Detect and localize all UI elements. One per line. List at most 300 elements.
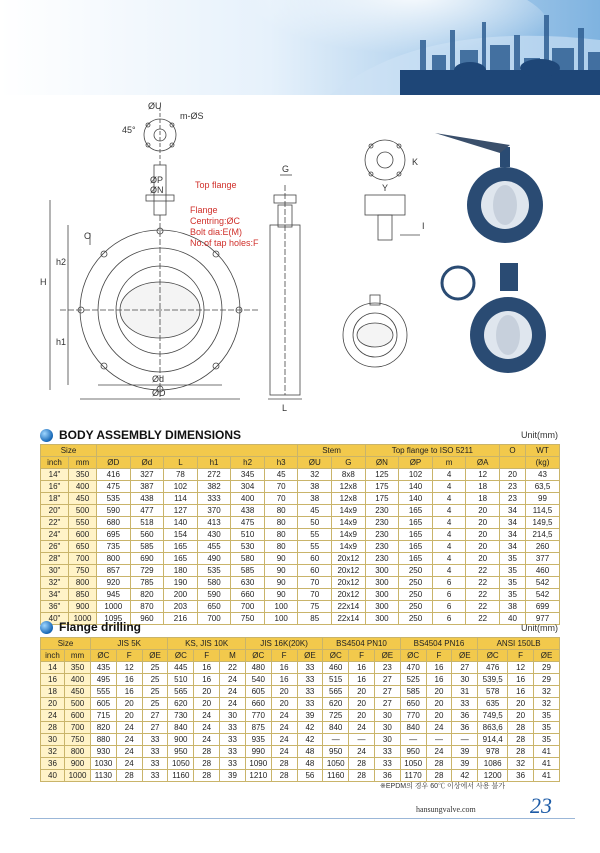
table-cell: 38 (298, 493, 332, 505)
size-cell: 28" (41, 553, 69, 565)
table-cell: 20x12 (332, 577, 366, 589)
table-cell: 914,4 (478, 734, 508, 746)
flange-group-header: BS4504 PN16 (400, 638, 477, 650)
flange-drilling-title-text: Flange drilling (59, 620, 142, 634)
table-cell: — (452, 734, 478, 746)
table-cell: 730 (168, 710, 194, 722)
table-row (41, 722, 560, 734)
table-cell: 34 (500, 505, 526, 517)
table-cell: 28 (426, 758, 452, 770)
table-cell: 16 (349, 674, 375, 686)
body-column-header: h3 (264, 457, 298, 469)
table-cell: 680 (97, 517, 131, 529)
table-cell: 1130 (91, 770, 117, 782)
table-cell: 33 (142, 746, 168, 758)
table-cell: 16 (271, 674, 297, 686)
table-cell: 33 (374, 746, 400, 758)
table-cell: 230 (365, 541, 399, 553)
table-cell: — (426, 734, 452, 746)
size-cell: 850 (69, 589, 97, 601)
table-cell: 475 (97, 481, 131, 493)
body-column-header: ØN (365, 457, 399, 469)
table-cell: 250 (399, 565, 433, 577)
table-row (41, 770, 560, 782)
table-cell: 24 (271, 734, 297, 746)
table-cell: 585 (400, 686, 426, 698)
table-cell: 542 (526, 577, 560, 589)
table-cell: 190 (164, 577, 198, 589)
table-cell: 40 (500, 613, 526, 625)
table-cell: 23 (500, 493, 526, 505)
table-cell: 540 (245, 674, 271, 686)
table-cell: 22 (466, 589, 500, 601)
table-cell: 70 (298, 589, 332, 601)
table-cell: 38 (500, 601, 526, 613)
section-bullet-icon (40, 429, 53, 442)
table-cell: 749,5 (478, 710, 508, 722)
table-cell: 28 (508, 734, 534, 746)
table-cell: 24 (220, 674, 246, 686)
table-cell: 24 (116, 758, 142, 770)
table-cell: 635 (478, 698, 508, 710)
table-cell: 1050 (400, 758, 426, 770)
table-cell: 700 (197, 613, 231, 625)
dim-ms-label: m-ØS (180, 111, 204, 121)
table-cell: 20 (466, 505, 500, 517)
flange-header-row-2 (41, 650, 560, 662)
table-cell: 22x14 (332, 601, 366, 613)
table-cell: 32 (508, 758, 534, 770)
size-cell: 600 (69, 529, 97, 541)
table-cell: 20 (349, 698, 375, 710)
table-cell: 480 (245, 662, 271, 674)
table-cell: 48 (297, 746, 323, 758)
table-cell: 20 (349, 686, 375, 698)
dim-y-label: Y (382, 183, 389, 193)
table-cell: 23 (500, 481, 526, 493)
table-cell: 300 (365, 565, 399, 577)
dim-h1-label: h1 (56, 337, 67, 347)
table-cell: 555 (91, 686, 117, 698)
table-cell: 42 (297, 722, 323, 734)
flange-column-header: F (349, 650, 375, 662)
table-cell: 22 (466, 613, 500, 625)
size-cell: 40" (41, 613, 69, 625)
size-cell: 36" (41, 601, 69, 613)
table-cell: 75 (298, 601, 332, 613)
table-cell: 35 (500, 565, 526, 577)
table-cell: 16 (116, 686, 142, 698)
size-cell: 22" (41, 517, 69, 529)
body-header-o: O (500, 445, 526, 457)
table-cell: 700 (231, 601, 265, 613)
table-cell: 300 (365, 601, 399, 613)
table-cell: 230 (365, 505, 399, 517)
table-cell: 250 (399, 589, 433, 601)
table-cell: 660 (231, 589, 265, 601)
valve-photo-lever (435, 133, 543, 243)
table-cell: 978 (478, 746, 508, 758)
body-column-header: G (332, 457, 366, 469)
table-row (41, 662, 560, 674)
table-cell: 14x9 (332, 529, 366, 541)
table-cell: 250 (399, 613, 433, 625)
table-cell: 39 (220, 770, 246, 782)
table-cell: 20 (271, 698, 297, 710)
table-cell: 20 (426, 698, 452, 710)
flange-column-header: F (271, 650, 297, 662)
table-cell: 42 (297, 734, 323, 746)
table-cell: 34 (500, 541, 526, 553)
size-cell: 24 (41, 710, 65, 722)
table-cell: 70 (298, 577, 332, 589)
table-cell: 565 (323, 686, 349, 698)
table-cell: 33 (142, 770, 168, 782)
table-cell: 1050 (168, 758, 194, 770)
table-cell: 515 (323, 674, 349, 686)
table-cell: 1160 (323, 770, 349, 782)
table-cell: 560 (130, 529, 164, 541)
table-cell: 875 (245, 722, 271, 734)
table-cell: 48 (297, 758, 323, 770)
table-cell: 200 (164, 589, 198, 601)
table-cell: 24 (194, 722, 220, 734)
size-cell: 450 (65, 686, 91, 698)
flange-column-header: F (194, 650, 220, 662)
table-cell: 36 (508, 770, 534, 782)
flange-header-row-1 (41, 638, 560, 650)
table-cell: 24 (349, 722, 375, 734)
table-cell: 1095 (97, 613, 131, 625)
table-cell: 28 (349, 758, 375, 770)
table-row (41, 746, 560, 758)
dim-angle-label: 45° (122, 125, 136, 135)
table-cell: 605 (245, 686, 271, 698)
table-cell: 750 (231, 613, 265, 625)
table-cell: 460 (323, 662, 349, 674)
table-cell: 28 (194, 758, 220, 770)
table-row (41, 481, 560, 493)
flange-column-header: mm (65, 650, 91, 662)
table-cell: 840 (400, 722, 426, 734)
table-cell: 495 (91, 674, 117, 686)
table-row (41, 505, 560, 517)
table-cell: 20 (500, 469, 526, 481)
table-cell: 230 (365, 517, 399, 529)
table-cell: 165 (399, 505, 433, 517)
table-cell: 715 (91, 710, 117, 722)
flange-column-header: M (220, 650, 246, 662)
table-cell: 1086 (478, 758, 508, 770)
table-cell: 950 (168, 746, 194, 758)
table-cell: 80 (264, 541, 298, 553)
dim-u-label: ØU (148, 101, 162, 111)
top-flange-label: Top flange (195, 180, 237, 190)
table-cell: 140 (399, 493, 433, 505)
table-cell: 35 (500, 577, 526, 589)
table-cell: 25 (142, 686, 168, 698)
table-cell: 34 (500, 529, 526, 541)
table-cell: 445 (168, 662, 194, 674)
table-cell: 300 (365, 613, 399, 625)
table-row (41, 686, 560, 698)
table-cell: 510 (168, 674, 194, 686)
flange-group-header: JIS 5K (91, 638, 168, 650)
table-cell: 27 (452, 662, 478, 674)
table-row (41, 517, 560, 529)
size-cell: 550 (69, 517, 97, 529)
flange-column-header: ØE (297, 650, 323, 662)
table-cell: 22 (466, 601, 500, 613)
table-cell: 33 (220, 758, 246, 770)
table-cell: 31 (452, 686, 478, 698)
table-cell: 950 (323, 746, 349, 758)
table-cell: 16 (508, 674, 534, 686)
table-cell: 870 (130, 601, 164, 613)
table-cell: 4 (432, 481, 466, 493)
size-cell: 28 (41, 722, 65, 734)
table-cell: 20 (116, 698, 142, 710)
table-cell: 620 (323, 698, 349, 710)
table-cell: 16 (116, 674, 142, 686)
table-cell: 36 (452, 710, 478, 722)
table-cell: 300 (365, 589, 399, 601)
size-cell: 30" (41, 565, 69, 577)
table-cell: 45 (264, 469, 298, 481)
table-cell: 16 (194, 662, 220, 674)
table-cell: 33 (220, 746, 246, 758)
table-cell: 22 (466, 565, 500, 577)
table-cell: 12x8 (332, 481, 366, 493)
table-cell: 585 (231, 565, 265, 577)
size-cell: 350 (65, 662, 91, 674)
body-table-body (41, 469, 560, 625)
table-cell: 33 (297, 698, 323, 710)
table-cell: 250 (399, 577, 433, 589)
table-cell: 27 (374, 686, 400, 698)
table-cell: 35 (534, 734, 560, 746)
flange-column-header: F (508, 650, 534, 662)
body-header-wt: WT (526, 445, 560, 457)
table-cell: 43 (526, 469, 560, 481)
flange-label-line2: Centring:ØC (190, 216, 241, 226)
section-bullet-icon (40, 621, 53, 634)
table-cell: 114 (164, 493, 198, 505)
flange-drilling-table (40, 637, 560, 782)
table-cell: 230 (365, 529, 399, 541)
size-cell: 750 (65, 734, 91, 746)
size-cell: 1000 (69, 613, 97, 625)
table-row (41, 710, 560, 722)
body-column-header: L (164, 457, 198, 469)
table-cell: 33 (297, 662, 323, 674)
table-cell: 25 (142, 698, 168, 710)
table-cell: 63,5 (526, 481, 560, 493)
table-cell: 20 (466, 517, 500, 529)
table-cell: 345 (231, 469, 265, 481)
size-cell: 34" (41, 589, 69, 601)
table-row (41, 758, 560, 770)
table-cell: 27 (374, 698, 400, 710)
table-cell: 20 (194, 686, 220, 698)
table-row (41, 734, 560, 746)
table-cell: 33 (452, 698, 478, 710)
epdm-note: ※EPDM의 경우 60℃ 이상에서 사용 불가 (380, 783, 505, 790)
table-cell: 35 (500, 553, 526, 565)
table-cell: 690 (130, 553, 164, 565)
size-cell: 800 (65, 746, 91, 758)
table-cell: 32 (298, 469, 332, 481)
table-cell: 60 (298, 565, 332, 577)
dim-k-label: K (412, 157, 419, 167)
table-cell: 945 (97, 589, 131, 601)
table-cell: 24 (271, 746, 297, 758)
table-cell: 32 (534, 686, 560, 698)
table-cell: 1170 (400, 770, 426, 782)
table-cell: 840 (323, 722, 349, 734)
table-cell: 38 (298, 481, 332, 493)
table-cell: 590 (197, 589, 231, 601)
flange-drilling-title (40, 620, 141, 634)
dim-l-label: L (282, 403, 288, 413)
flange-column-header: ØE (374, 650, 400, 662)
table-cell: 1160 (168, 770, 194, 782)
table-cell: 20 (426, 710, 452, 722)
table-cell: 24 (426, 746, 452, 758)
table-cell: 16 (271, 662, 297, 674)
table-cell: 70 (264, 481, 298, 493)
table-cell: 216 (164, 613, 198, 625)
table-cell: 16 (508, 686, 534, 698)
body-header-row-1 (41, 445, 560, 457)
table-row (41, 493, 560, 505)
table-cell: 24 (116, 746, 142, 758)
table-cell: 729 (130, 565, 164, 577)
table-cell: 20x12 (332, 565, 366, 577)
body-column-header: mm (69, 457, 97, 469)
table-cell: 14x9 (332, 517, 366, 529)
table-cell: 20 (271, 686, 297, 698)
size-cell: 900 (65, 758, 91, 770)
table-cell: 12 (466, 469, 500, 481)
table-cell: — (400, 734, 426, 746)
table-cell: 78 (164, 469, 198, 481)
table-cell: 25 (142, 674, 168, 686)
table-cell: 539,5 (478, 674, 508, 686)
dim-h2-label: h2 (56, 257, 67, 267)
table-cell: 22 (466, 577, 500, 589)
table-cell: 24 (116, 734, 142, 746)
table-cell: 880 (91, 734, 117, 746)
technical-drawing (30, 95, 570, 413)
table-cell: 30 (374, 734, 400, 746)
table-cell: 39 (452, 746, 478, 758)
table-cell: 6 (432, 613, 466, 625)
dim-o-label: O (84, 231, 92, 241)
flange-group-header: JIS 16K(20K) (245, 638, 322, 650)
table-cell: 4 (432, 541, 466, 553)
table-cell: 35 (534, 722, 560, 734)
table-cell: 42 (452, 770, 478, 782)
table-cell: 580 (231, 553, 265, 565)
table-cell: 25 (142, 662, 168, 674)
body-column-header (500, 457, 526, 469)
table-cell: 304 (231, 481, 265, 493)
table-row (41, 601, 560, 613)
body-column-header: (kg) (526, 457, 560, 469)
table-cell: 24 (426, 722, 452, 734)
table-cell: 18 (466, 481, 500, 493)
size-cell: 14" (41, 469, 69, 481)
flange-column-header: F (116, 650, 142, 662)
table-cell: 1090 (245, 758, 271, 770)
table-cell: 102 (399, 469, 433, 481)
header-banner (0, 0, 600, 95)
flange-column-header: ØC (400, 650, 426, 662)
size-cell: 500 (69, 505, 97, 517)
table-cell: 14x9 (332, 541, 366, 553)
body-column-header: ØD (97, 457, 131, 469)
table-cell: 230 (365, 553, 399, 565)
flange-column-header: ØC (323, 650, 349, 662)
size-cell: 18 (41, 686, 65, 698)
table-cell: 33 (220, 734, 246, 746)
table-cell: 435 (91, 662, 117, 674)
size-cell: 26" (41, 541, 69, 553)
size-cell: 350 (69, 469, 97, 481)
table-cell: 56 (297, 770, 323, 782)
table-cell: 585 (130, 541, 164, 553)
table-cell: 565 (168, 686, 194, 698)
footer-website[interactable]: hansungvalve.com (416, 805, 476, 814)
size-cell: 16 (41, 674, 65, 686)
table-cell: 22 (220, 662, 246, 674)
table-cell: 30 (374, 722, 400, 734)
size-cell: 32" (41, 577, 69, 589)
flange-column-header: ØC (478, 650, 508, 662)
flange-label-line3: Bolt dia:E(M) (190, 227, 243, 237)
table-cell: 840 (168, 722, 194, 734)
table-cell: 1000 (97, 601, 131, 613)
table-cell: 990 (245, 746, 271, 758)
table-cell: 39 (452, 758, 478, 770)
table-cell: 36 (374, 770, 400, 782)
table-cell: — (323, 734, 349, 746)
table-cell: 165 (399, 529, 433, 541)
size-cell: 900 (69, 601, 97, 613)
flange-column-header: ØC (168, 650, 194, 662)
table-cell: 36 (452, 722, 478, 734)
table-cell: 6 (432, 577, 466, 589)
table-cell: 203 (164, 601, 198, 613)
size-cell: 36 (41, 758, 65, 770)
table-cell: 960 (130, 613, 164, 625)
table-cell: 180 (164, 565, 198, 577)
table-cell: 333 (197, 493, 231, 505)
table-cell: 438 (231, 505, 265, 517)
size-cell: 14 (41, 662, 65, 674)
table-cell: 214,5 (526, 529, 560, 541)
table-cell: 33 (297, 674, 323, 686)
table-cell: 699 (526, 601, 560, 613)
table-cell: 620 (168, 698, 194, 710)
table-cell: 12 (508, 662, 534, 674)
body-column-header: ØU (298, 457, 332, 469)
table-cell: 518 (130, 517, 164, 529)
table-cell: 4 (432, 553, 466, 565)
table-cell: 935 (245, 734, 271, 746)
table-cell: 80 (264, 505, 298, 517)
